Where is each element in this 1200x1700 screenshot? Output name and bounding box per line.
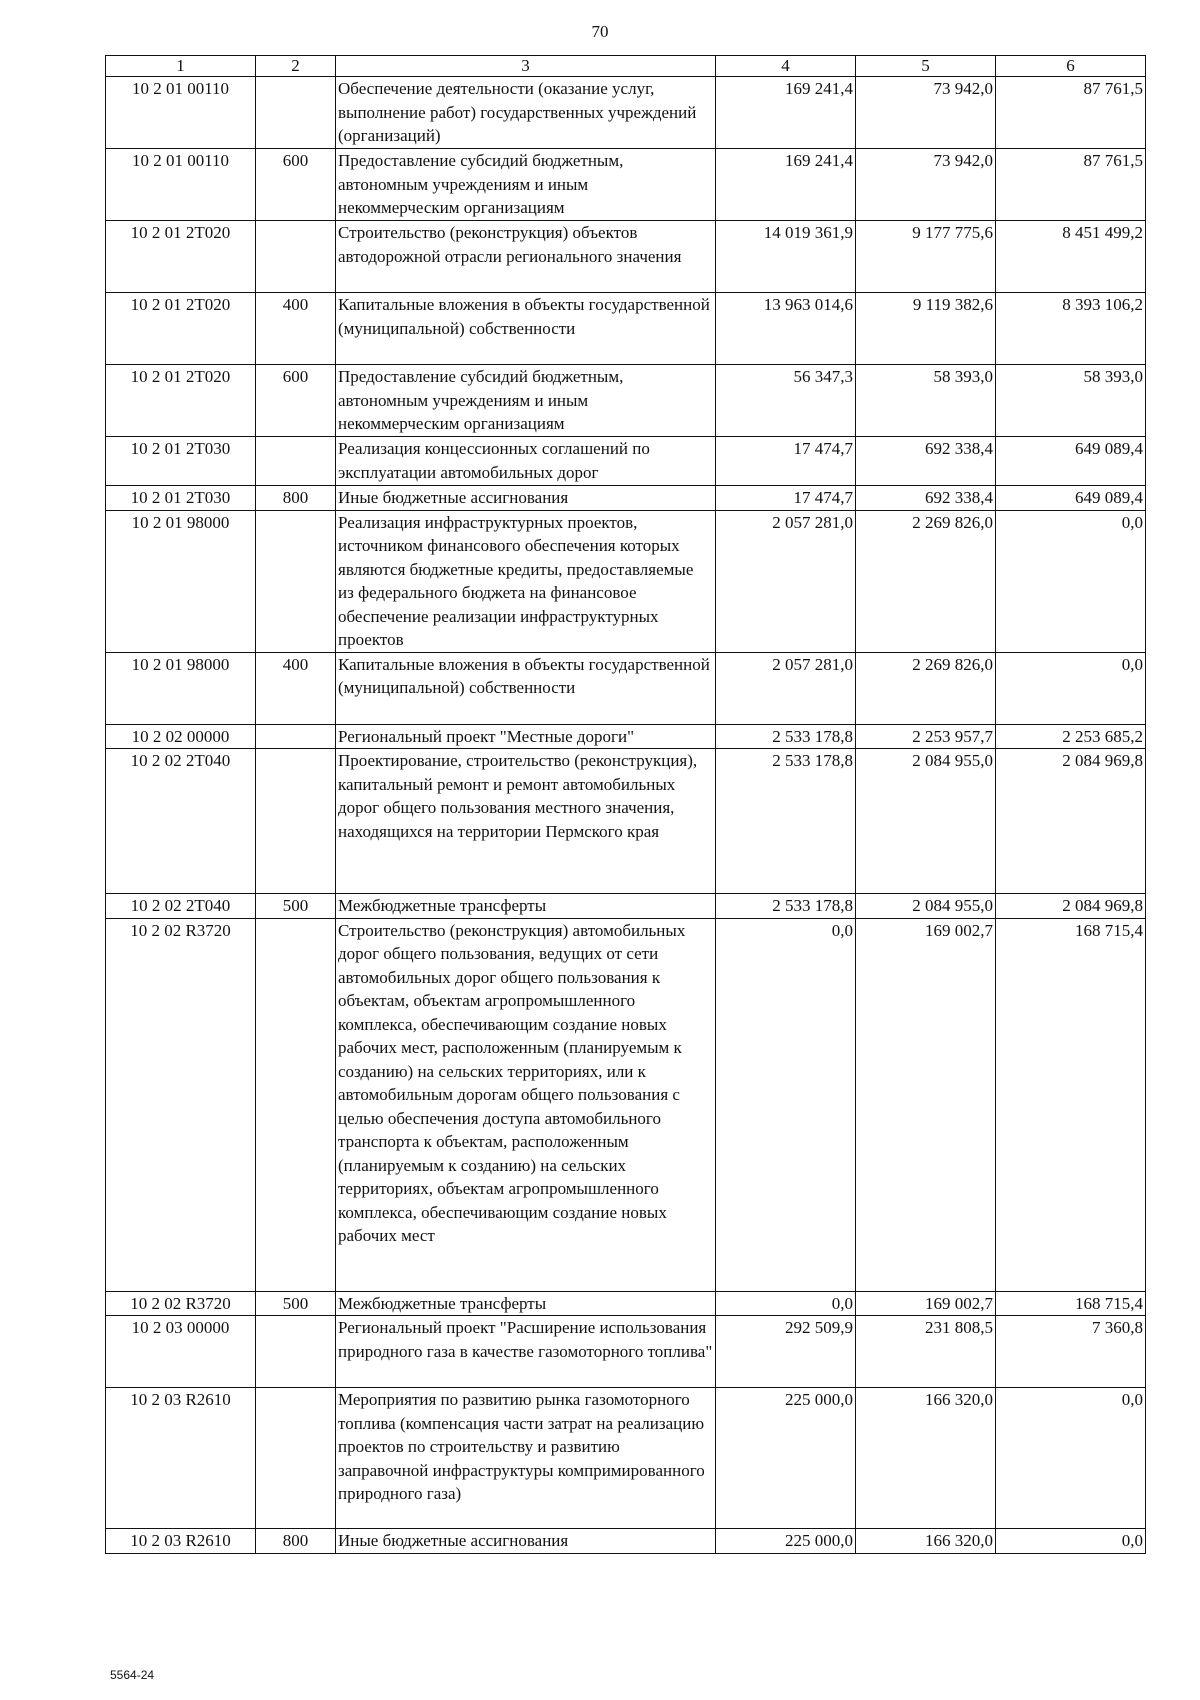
row-value-1: 17 474,7: [716, 486, 856, 511]
row-value-3: 649 089,4: [996, 486, 1146, 511]
row-value-1: 2 057 281,0: [716, 510, 856, 652]
row-name: Региональный проект "Расширение использования природного газа в качестве газомоторного топлива": [336, 1316, 716, 1388]
header-col-6: 6: [996, 56, 1146, 77]
header-col-5: 5: [856, 56, 996, 77]
header-col-1: 1: [106, 56, 256, 77]
table-row: [106, 1316, 1146, 1388]
row-name: Предоставление субсидий бюджетным, автономным учреждениям и иным некоммерческим организациям: [336, 365, 716, 437]
row-name: Межбюджетные трансферты: [336, 894, 716, 919]
row-value-2: 9 119 382,6: [856, 293, 996, 365]
table-row: [106, 1529, 1146, 1554]
header-col-4: 4: [716, 56, 856, 77]
row-value-2: 169 002,7: [856, 918, 996, 1291]
row-name: Иные бюджетные ассигнования: [336, 486, 716, 511]
row-value-3: 7 360,8: [996, 1316, 1146, 1388]
row-type: 500: [256, 1291, 336, 1316]
row-type: [256, 510, 336, 652]
row-type: [256, 221, 336, 293]
row-name: Капитальные вложения в объекты государственной (муниципальной) собственности: [336, 652, 716, 724]
row-value-3: 87 761,5: [996, 77, 1146, 149]
table-row: [106, 365, 1146, 437]
row-code: 10 2 02 2Т040: [106, 749, 256, 894]
row-value-2: 2 084 955,0: [856, 894, 996, 919]
row-value-3: 0,0: [996, 1388, 1146, 1529]
row-value-2: 2 269 826,0: [856, 510, 996, 652]
row-name: Мероприятия по развитию рынка газомоторного топлива (компенсация части затрат на реализацию проектов по строительству и развитию заправочной инфраструктуры компримированного природного газа): [336, 1388, 716, 1529]
row-type: [256, 749, 336, 894]
row-name: Строительство (реконструкция) объектов автодорожной отрасли регионального значения: [336, 221, 716, 293]
table-row: [106, 510, 1146, 652]
table-row: [106, 1291, 1146, 1316]
row-code: 10 2 01 98000: [106, 652, 256, 724]
row-value-1: 2 533 178,8: [716, 749, 856, 894]
row-type: 400: [256, 293, 336, 365]
row-value-2: 73 942,0: [856, 149, 996, 221]
header-col-2: 2: [256, 56, 336, 77]
row-type: 500: [256, 894, 336, 919]
row-code: 10 2 02 R3720: [106, 1291, 256, 1316]
row-value-3: 0,0: [996, 510, 1146, 652]
row-code: 10 2 01 2Т020: [106, 365, 256, 437]
row-value-3: 2 084 969,8: [996, 749, 1146, 894]
row-value-1: 292 509,9: [716, 1316, 856, 1388]
row-code: 10 2 01 98000: [106, 510, 256, 652]
row-type: [256, 77, 336, 149]
row-type: 800: [256, 486, 336, 511]
row-type: 400: [256, 652, 336, 724]
row-code: 10 2 01 2Т030: [106, 486, 256, 511]
row-value-1: 17 474,7: [716, 437, 856, 486]
row-value-1: 2 533 178,8: [716, 724, 856, 749]
row-code: 10 2 03 R2610: [106, 1388, 256, 1529]
row-name: Межбюджетные трансферты: [336, 1291, 716, 1316]
row-value-1: 13 963 014,6: [716, 293, 856, 365]
row-value-2: 169 002,7: [856, 1291, 996, 1316]
row-value-3: 0,0: [996, 1529, 1146, 1554]
row-value-1: 225 000,0: [716, 1388, 856, 1529]
table-row: [106, 293, 1146, 365]
row-value-2: 692 338,4: [856, 437, 996, 486]
row-code: 10 2 01 2Т020: [106, 221, 256, 293]
table-row: [106, 652, 1146, 724]
row-type: 800: [256, 1529, 336, 1554]
row-name: Предоставление субсидий бюджетным, автономным учреждениям и иным некоммерческим организациям: [336, 149, 716, 221]
row-value-3: 2 084 969,8: [996, 894, 1146, 919]
table-row: [106, 724, 1146, 749]
row-value-3: 8 451 499,2: [996, 221, 1146, 293]
header-col-3: 3: [336, 56, 716, 77]
row-value-1: 169 241,4: [716, 149, 856, 221]
row-type: [256, 1316, 336, 1388]
row-value-3: 0,0: [996, 652, 1146, 724]
row-value-2: 2 253 957,7: [856, 724, 996, 749]
row-value-2: 231 808,5: [856, 1316, 996, 1388]
document-id: 5564-24: [110, 1668, 155, 1682]
row-type: 600: [256, 149, 336, 221]
row-name: Региональный проект "Местные дороги": [336, 724, 716, 749]
row-name: Иные бюджетные ассигнования: [336, 1529, 716, 1554]
row-name: Реализация инфраструктурных проектов, источником финансового обеспечения которых являются бюджетные кредиты, предоставляемые из федерального бюджета на финансовое обеспечение реализации инфраструктурных проектов: [336, 510, 716, 652]
table-row: [106, 894, 1146, 919]
row-type: [256, 918, 336, 1291]
row-code: 10 2 02 R3720: [106, 918, 256, 1291]
row-name: Проектирование, строительство (реконструкция), капитальный ремонт и ремонт автомобильных дорог общего пользования местного значения, находящихся на территории Пермского края: [336, 749, 716, 894]
row-value-2: 58 393,0: [856, 365, 996, 437]
row-type: [256, 724, 336, 749]
row-code: 10 2 01 2Т030: [106, 437, 256, 486]
row-value-3: 2 253 685,2: [996, 724, 1146, 749]
row-value-2: 2 269 826,0: [856, 652, 996, 724]
row-value-1: 2 533 178,8: [716, 894, 856, 919]
row-code: 10 2 01 00110: [106, 149, 256, 221]
table-row: [106, 437, 1146, 486]
header-row: [106, 56, 1146, 77]
page-number: 70: [591, 22, 609, 41]
budget-table: [105, 55, 1146, 1554]
row-type: [256, 437, 336, 486]
row-code: 10 2 03 00000: [106, 1316, 256, 1388]
row-value-2: 692 338,4: [856, 486, 996, 511]
row-code: 10 2 02 00000: [106, 724, 256, 749]
row-type: [256, 1388, 336, 1529]
row-value-2: 73 942,0: [856, 77, 996, 149]
table-row: [106, 486, 1146, 511]
row-name: Обеспечение деятельности (оказание услуг, выполнение работ) государственных учреждений (организаций): [336, 77, 716, 149]
row-value-3: 8 393 106,2: [996, 293, 1146, 365]
row-value-3: 649 089,4: [996, 437, 1146, 486]
row-code: 10 2 01 2Т020: [106, 293, 256, 365]
row-value-2: 166 320,0: [856, 1529, 996, 1554]
row-value-1: 14 019 361,9: [716, 221, 856, 293]
table-row: [106, 149, 1146, 221]
row-value-2: 9 177 775,6: [856, 221, 996, 293]
row-code: 10 2 03 R2610: [106, 1529, 256, 1554]
row-value-1: 0,0: [716, 1291, 856, 1316]
row-value-1: 2 057 281,0: [716, 652, 856, 724]
table-row: [106, 749, 1146, 894]
table-row: [106, 221, 1146, 293]
row-type: 600: [256, 365, 336, 437]
row-value-1: 169 241,4: [716, 77, 856, 149]
row-name: Строительство (реконструкция) автомобильных дорог общего пользования, ведущих от сети автомобильных дорог общего пользования к объектам, объектам агропромышленного комплекса, обеспечивающим создание новых рабочих мест, расположенным (планируемым к созданию) на сельских территориях, или к автомобильным дорогам общего пользования с целью обеспечения доступа автомобильного транспорта к объектам, расположенным (планируемым к созданию) на сельских территориях, объектам агропромышленного комплекса, обеспечивающим создание новых рабочих мест: [336, 918, 716, 1291]
row-value-3: 87 761,5: [996, 149, 1146, 221]
row-value-3: 58 393,0: [996, 365, 1146, 437]
table-row: [106, 918, 1146, 1291]
row-value-3: 168 715,4: [996, 918, 1146, 1291]
row-value-2: 2 084 955,0: [856, 749, 996, 894]
row-name: Капитальные вложения в объекты государственной (муниципальной) собственности: [336, 293, 716, 365]
table-row: [106, 1388, 1146, 1529]
row-value-1: 56 347,3: [716, 365, 856, 437]
row-value-3: 168 715,4: [996, 1291, 1146, 1316]
row-value-2: 166 320,0: [856, 1388, 996, 1529]
row-name: Реализация концессионных соглашений по эксплуатации автомобильных дорог: [336, 437, 716, 486]
table-row: [106, 77, 1146, 149]
row-value-1: 225 000,0: [716, 1529, 856, 1554]
row-code: 10 2 02 2Т040: [106, 894, 256, 919]
row-value-1: 0,0: [716, 918, 856, 1291]
row-code: 10 2 01 00110: [106, 77, 256, 149]
